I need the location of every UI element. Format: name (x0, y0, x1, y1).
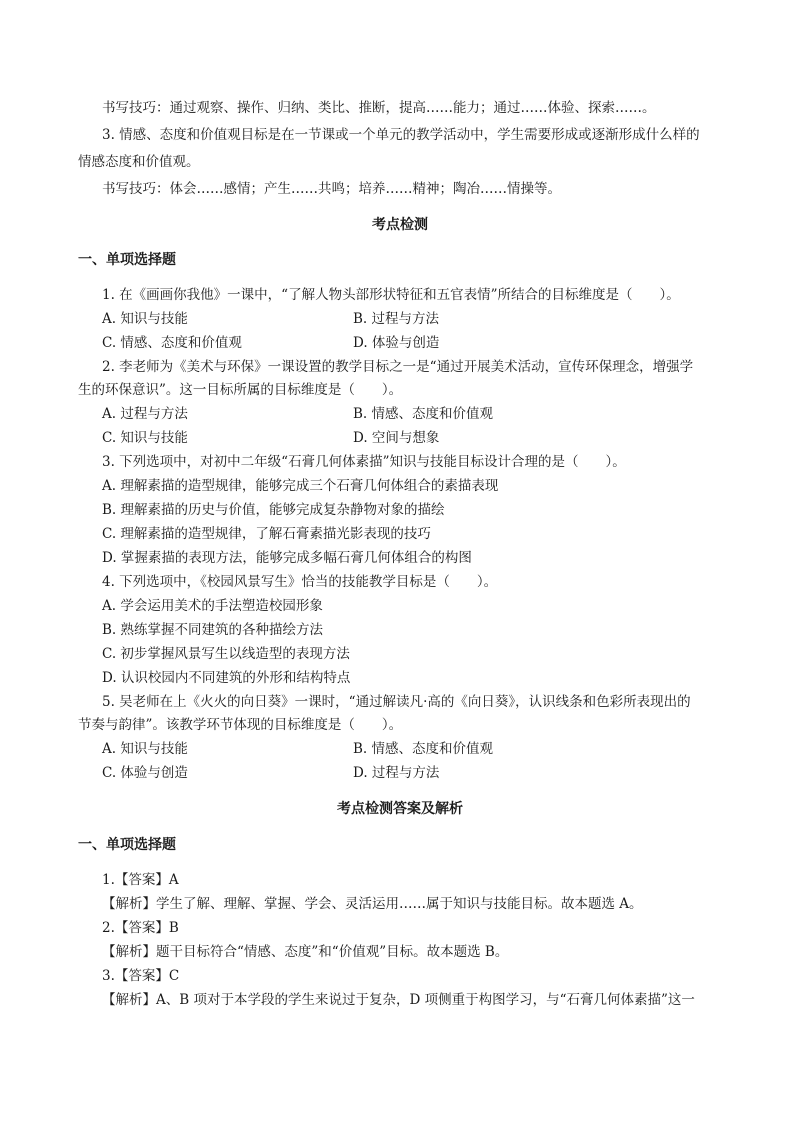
question-5-option-b: B. 情感、态度和价值观 (353, 741, 494, 757)
question-3-option-d: D. 掌握素描的表现方法，能够完成多幅石膏几何体组合的构图 (102, 550, 472, 566)
question-5-option-a: A. 知识与技能 (102, 741, 188, 757)
answers-section-title: 一、单项选择题 (78, 837, 176, 853)
question-1-option-d: D. 体验与创造 (353, 335, 440, 351)
item-3-emotion-goal: 3. 情感、态度和价值观目标是在一节课或一个单元的教学活动中，学生需要形成或逐渐形成什么样的 (102, 127, 700, 143)
question-5-stem-cont: 节奏与韵律”。该教学环节体现的目标维度是（ ）。 (78, 717, 403, 733)
question-3-stem: 3. 下列选项中，对初中二年级“石膏几何体素描”知识与技能目标设计合理的是（ ）。 (102, 454, 626, 470)
exam-section-title: 一、单项选择题 (78, 252, 176, 268)
writing-tip-process: 书写技巧：通过观察、操作、归纳、类比、推断，提高……能力；通过……体验、探索……。 (102, 100, 656, 116)
question-4-stem: 4. 下列选项中，《校园风景写生》恰当的技能教学目标是（ ）。 (102, 574, 498, 590)
item-3-emotion-goal-cont: 情感态度和价值观。 (78, 154, 200, 170)
question-5-option-c: C. 体验与创造 (102, 765, 188, 781)
question-4-option-d: D. 认识校园内不同建筑的外形和结构特点 (102, 670, 351, 686)
question-3-option-b: B. 理解素描的历史与价值，能够完成复杂静物对象的描绘 (102, 502, 445, 518)
analysis-1: 【解析】学生了解、理解、掌握、学会、灵活运用……属于知识与技能目标。故本题选 A。 (102, 896, 643, 912)
question-2-option-b: B. 情感、态度和价值观 (353, 406, 494, 422)
answer-3: 3.【答案】C (102, 968, 180, 984)
question-2-option-c: C. 知识与技能 (102, 430, 188, 446)
question-4-option-c: C. 初步掌握风景写生以线造型的表现方法 (102, 646, 350, 662)
question-1-option-c: C. 情感、态度和价值观 (102, 335, 242, 351)
question-3-option-c: C. 理解素描的造型规律，了解石膏素描光影表现的技巧 (102, 526, 431, 542)
analysis-3: 【解析】A、B 项对于本学段的学生来说过于复杂，D 项侧重于构图学习，与“石膏几何体素描”这一 (102, 992, 695, 1008)
question-5-stem: 5. 吴老师在上《火火的向日葵》一课时，“通过解读凡·高的《向日葵》，认识线条和色彩所表现出的 (102, 694, 691, 710)
writing-tip-emotion: 书写技巧：体会……感情；产生……共鸣；培养……精神；陶冶……情操等。 (102, 181, 561, 197)
answer-2: 2.【答案】B (102, 920, 179, 936)
question-1-stem: 1. 在《画画你我他》一课中，“了解人物头部形状特征和五官表情”所结合的目标维度是（ ）。 (102, 287, 680, 303)
question-4-option-a: A. 学会运用美术的手法塑造校园形象 (102, 598, 323, 614)
question-2-stem-cont: 生的环保意识”。这一目标所属的目标维度是（ ）。 (78, 382, 403, 398)
exam-title: 考点检测 (372, 217, 428, 233)
question-2-option-a: A. 过程与方法 (102, 406, 188, 422)
question-4-option-b: B. 熟练掌握不同建筑的各种描绘方法 (102, 622, 324, 638)
question-2-stem: 2. 李老师为《美术与环保》一课设置的教学目标之一是“通过开展美术活动，宣传环保理念，增强学 (102, 359, 694, 375)
question-5-option-d: D. 过程与方法 (353, 765, 440, 781)
analysis-2: 【解析】题干目标符合“情感、态度”和“价值观”目标。故本题选 B。 (102, 944, 509, 960)
question-1-option-a: A. 知识与技能 (102, 311, 188, 327)
question-2-option-d: D. 空间与想象 (353, 430, 440, 446)
question-1-option-b: B. 过程与方法 (353, 311, 440, 327)
question-3-option-a: A. 理解素描的造型规律，能够完成三个石膏几何体组合的素描表现 (102, 478, 499, 494)
answers-title: 考点检测答案及解析 (337, 801, 463, 817)
answer-1: 1.【答案】A (102, 872, 179, 888)
